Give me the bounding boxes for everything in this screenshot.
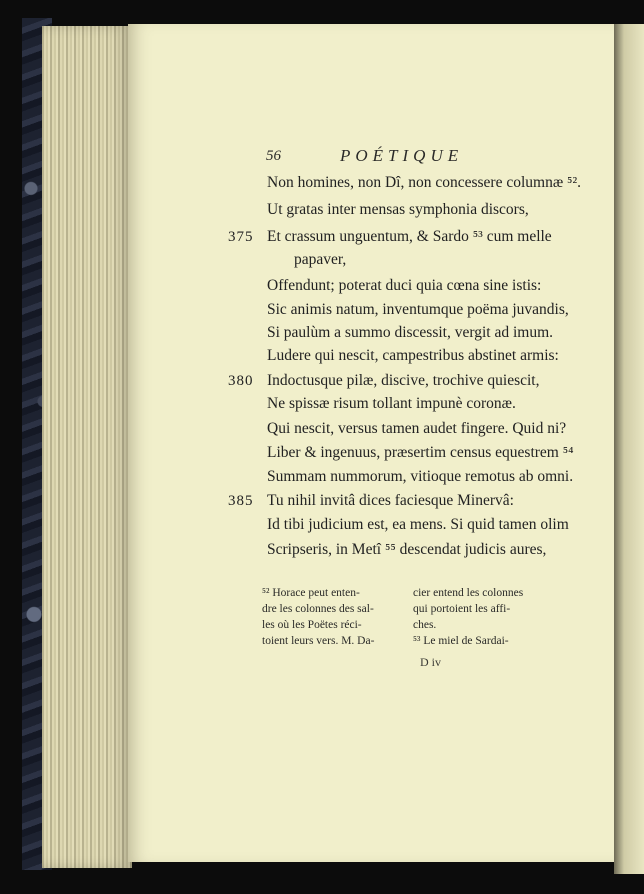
footnotes-right-column (413, 585, 563, 649)
footnote-line: cier entend les colonnes (413, 587, 524, 599)
verse-line: Qui nescit, versus tamen audet fingere. Quid ni? (267, 420, 567, 437)
footnote-line: qui portoient les affi- (413, 603, 511, 615)
footnote-line: ⁵² Horace peut enten- (262, 587, 360, 599)
signature-mark: D iv (420, 655, 441, 669)
verse-line: papaver, (294, 251, 347, 268)
footnote-line: les où les Poëtes réci- (262, 619, 362, 631)
footnote-line: ⁵³ Le miel de Sardai- (413, 635, 509, 647)
line-number: 380 (228, 373, 254, 389)
verse-line: Et crassum unguentum, & Sardo ⁵³ cum melle (267, 228, 552, 245)
footnotes-left-column (262, 585, 412, 649)
footnote-line: dre les colonnes des sal- (262, 603, 374, 615)
facing-page-edge (614, 24, 644, 874)
verse-line: Tu nihil invitâ dices faciesque Minervâ: (267, 492, 514, 509)
verse-line: Liber & ingenuus, præsertim census equestrem ⁵⁴ (267, 444, 574, 461)
verse-line: Non homines, non Dî, non concessere columnæ ⁵². (267, 174, 581, 191)
verse-line: Offendunt; poterat duci quia cœna sine istis: (267, 277, 542, 294)
line-number: 375 (228, 229, 254, 245)
footnote-line: toient leurs vers. M. Da- (262, 635, 375, 647)
verse-line: Indoctusque pilæ, discive, trochive quiescit, (267, 372, 540, 389)
footnote-line: ches. (413, 619, 437, 631)
verse-line: Id tibi judicium est, ea mens. Si quid tamen olim (267, 516, 569, 533)
running-title: POÉTIQUE (340, 146, 464, 165)
verse-line: Summam nummorum, vitioque remotus ab omni. (267, 468, 574, 485)
page-header (266, 146, 586, 170)
verse-line: Ne spissæ risum tollant impunè coronæ. (267, 395, 516, 412)
line-number: 385 (228, 493, 254, 509)
verse-line: Sic animis natum, inventumque poëma juvandis, (267, 301, 569, 318)
verse-line: Ludere qui nescit, campestribus abstinet armis: (267, 347, 559, 364)
verse-line: Si paulùm a summo discessit, vergit ad imum. (267, 324, 554, 341)
verse-line: Ut gratas inter mensas symphonia discors, (267, 201, 529, 218)
verse-line: Scripseris, in Metî ⁵⁵ descendat judicis aures, (267, 541, 547, 558)
page-edges (42, 26, 132, 868)
page-number: 56 (266, 148, 281, 164)
